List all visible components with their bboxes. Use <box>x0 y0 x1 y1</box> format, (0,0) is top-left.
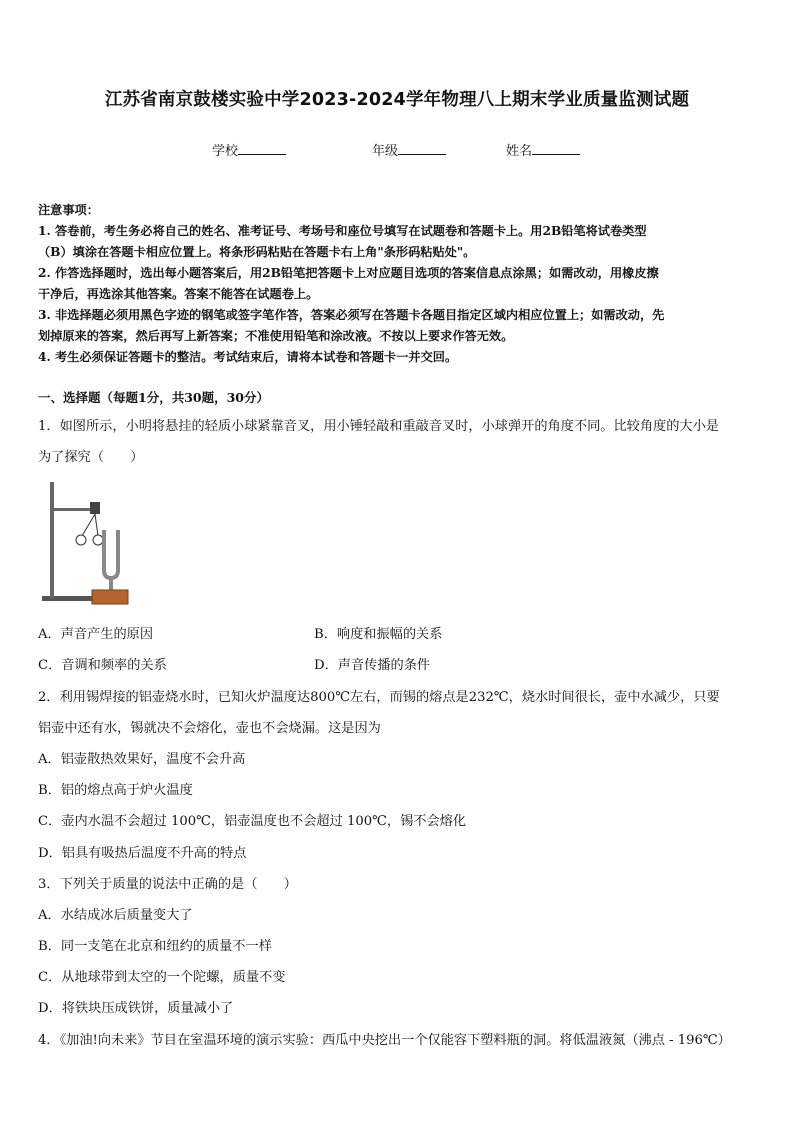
ball-right <box>93 535 103 545</box>
stand-base <box>42 596 94 601</box>
ball-left <box>76 535 86 545</box>
q2-option-b: B．铝的熔点高于炉火温度 <box>38 783 193 798</box>
notice-line-4: 干净后，再选涂其他答案。答案不能答在试题卷上。 <box>38 287 319 301</box>
name-blank[interactable] <box>532 141 580 155</box>
q2-option-d: D．铝具有吸热后温度不升高的特点 <box>38 846 247 861</box>
notice-line-1: 1. 答卷前，考生务必将自己的姓名、准考证号、考场号和座位号填写在试题卷和答题卡上。用2B铅笔将试卷类型 <box>38 224 647 238</box>
q4-stem-line-1: 4．《加油!向未来》节目在室温环境的演示实验：西瓜中央挖出一个仅能容下塑料瓶的洞。将低温液氮（沸点 - 196℃） <box>38 1033 731 1048</box>
page-title: 江苏省南京鼓楼实验中学2023-2024学年物理八上期末学业质量监测试题 <box>104 90 690 110</box>
q3-option-d: D．将铁块压成铁饼，质量减小了 <box>38 1001 234 1016</box>
q3-option-c: C．从地球带到太空的一个陀螺，质量不变 <box>38 970 286 985</box>
fork-prongs <box>104 530 118 578</box>
stand-arm <box>52 508 94 511</box>
grade-label: 年级 <box>372 144 399 159</box>
q3-option-a: A．水结成冰后质量变大了 <box>38 908 193 923</box>
fork-stem <box>109 578 113 590</box>
name-label: 姓名 <box>506 144 533 159</box>
q2-option-a: A．铝壶散热效果好，温度不会升高 <box>38 752 246 767</box>
notice-line-5: 3. 非选择题必须用黑色字迹的钢笔或签字笔作答，答案必须写在答题卡各题目指定区域内相应位置上；如需改动，先 <box>38 308 665 322</box>
q2-stem-line-2: 铝壶中还有水，锡就决不会熔化，壶也不会烧漏。这是因为 <box>38 721 381 736</box>
q3-option-b: B．同一支笔在北京和纽约的质量不一样 <box>38 939 272 954</box>
resonance-box <box>92 590 128 604</box>
tuning-fork-figure <box>40 478 140 608</box>
school-field[interactable] <box>212 140 286 159</box>
section-heading: 一、选择题（每题1分，共30题，30分） <box>38 390 269 405</box>
notice-line-3: 2. 作答选择题时，选出每小题答案后，用2B铅笔把答题卡上对应题目选项的答案信息点涂黑；如需改动，用橡皮擦 <box>38 266 659 280</box>
string-left <box>82 514 95 536</box>
notice-line-6: 划掉原来的答案，然后再写上新答案；不准使用铅笔和涂改液。不按以上要求作答无效。 <box>38 329 514 343</box>
q2-stem-line-1: 2．利用锡焊接的铝壶烧水时，已知火炉温度达800℃左右，而锡的熔点是232℃，烧水时间很长，壶中水减少，只要 <box>38 690 720 705</box>
q1-stem-line-2: 为了探究（ ） <box>38 450 144 465</box>
notice-line-7: 4. 考生必须保证答题卡的整洁。考试结束后，请将本试卷和答题卡一并交回。 <box>38 350 458 364</box>
school-blank[interactable] <box>238 141 286 155</box>
stand-clamp <box>90 502 100 514</box>
q1-option-a: A．声音产生的原因 <box>38 627 154 642</box>
q3-stem: 3．下列关于质量的说法中正确的是（ ） <box>38 877 297 892</box>
notice-heading: 注意事项： <box>38 203 99 217</box>
stand-pole <box>50 482 54 598</box>
notice-block <box>38 200 762 368</box>
name-field[interactable] <box>506 140 580 159</box>
notice-line-2: （B）填涂在答题卡相应位置上。将条形码粘贴在答题卡右上角"条形码粘贴处"。 <box>38 245 476 259</box>
q1-option-b: B．响度和振幅的关系 <box>314 627 443 642</box>
grade-blank[interactable] <box>398 141 446 155</box>
q2-option-c: C．壶内水温不会超过 100℃，铝壶温度也不会超过 100℃，锡不会熔化 <box>38 814 467 829</box>
string-right <box>95 514 98 536</box>
q1-option-d: D．声音传播的条件 <box>314 658 431 673</box>
q1-stem-line-1: 1．如图所示，小明将悬挂的轻质小球紧靠音叉，用小锤轻敲和重敲音叉时，小球弹开的角度不同。比较角度的大小是 <box>38 419 719 434</box>
q1-option-c: C．音调和频率的关系 <box>38 658 167 673</box>
grade-field[interactable] <box>372 140 446 159</box>
school-label: 学校 <box>212 144 239 159</box>
